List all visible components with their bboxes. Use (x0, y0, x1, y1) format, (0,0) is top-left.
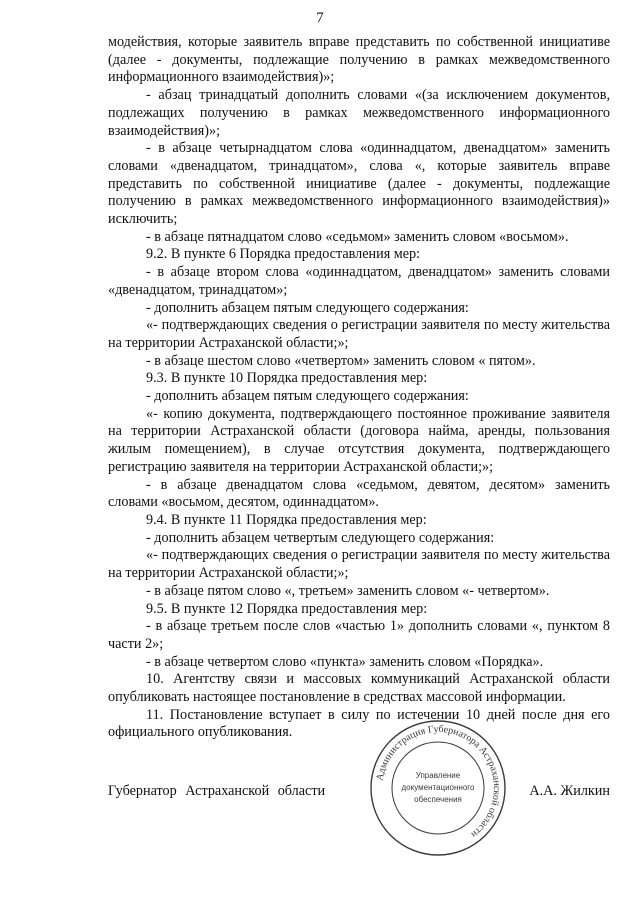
seal-ring-text: Администрация Губернатора Астраханской области (374, 723, 503, 840)
paragraph: - в абзаце третьем после слов «частью 1» дополнить словами «, пунктом 8 части 2»; (108, 618, 610, 652)
paragraph: 9.4. В пункте 11 Порядка предоставления мер: (146, 511, 427, 528)
document-body (108, 34, 610, 742)
paragraph: - в абзаце четырнадцатом слова «одиннадцатом, двенадцатом» заменить словами «двенадцатом, тринадцатом», слова «, которые заявитель вправе представить по собственной инициативе (далее - документы, подлежащие получению в рамках межведомственного информационного взаимодействия)» исключить; (108, 140, 610, 228)
paragraph: - в абзаце шестом слово «четвертом» заменить словом « пятом». (146, 352, 536, 369)
paragraph: 9.3. В пункте 10 Порядка предоставления мер: (146, 370, 428, 387)
page-number: 7 (316, 10, 324, 26)
paragraph: - дополнить абзацем пятым следующего содержания: (146, 388, 469, 405)
paragraph: - в абзаце пятом слово «, третьем» заменить словом «- четвертом». (146, 582, 550, 599)
signatory-role: Губернатор Астраханской области (108, 783, 326, 799)
signatory-name: А.А. Жилкин (529, 783, 610, 799)
official-seal (368, 718, 508, 858)
seal-center-line-2: документационного (401, 783, 475, 792)
seal-center-line-1: Управление (415, 771, 461, 780)
paragraph: - абзац тринадцатый дополнить словами «(за исключением документов, подлежащих получению в рамках межведомственного информационного взаимодействия)»; (108, 87, 610, 139)
seal-center-line-3: обеспечения (414, 795, 462, 804)
paragraph: - дополнить абзацем четвертым следующего содержания: (146, 529, 495, 546)
paragraph: «- подтверждающих сведения о регистрации заявителя по месту жительства на территории Астраханской области;»; (108, 317, 610, 351)
paragraph: - в абзаце четвертом слово «пункта» заменить словом «Порядка». (146, 653, 544, 670)
paragraph: 10. Агентству связи и массовых коммуникаций Астраханской области опубликовать настоящее постановление в средствах массовой информации. (108, 671, 610, 706)
paragraph: - в абзаце втором слова «одиннадцатом, двенадцатом» заменить словами «двенадцатом, тринадцатом»; (108, 264, 610, 298)
paragraph: «- копию документа, подтверждающего постоянное проживание заявителя на территории Астраханской области (договора найма, аренды, пользования жилым помещением), в случае отсутствия документа, подтверждающего регистрацию заявителя на территории Астраханской области;»; (108, 405, 610, 475)
paragraph: 9.5. В пункте 12 Порядка предоставления мер: (146, 600, 428, 617)
paragraph: - в абзаце двенадцатом слова «седьмом, девятом, десятом» заменить словами «восьмом, десятом, одиннадцатом». (108, 476, 610, 511)
paragraph: 11. Постановление вступает в силу по истечении 10 дней после дня его официального опубликования. (108, 706, 610, 741)
paragraph: 9.2. В пункте 6 Порядка предоставления мер: (146, 246, 421, 263)
paragraph: «- подтверждающих сведения о регистрации заявителя по месту жительства на территории Астраханской области;»; (108, 547, 610, 582)
paragraph: - в абзаце пятнадцатом слово «седьмом» заменить словом «восьмом». (146, 228, 569, 245)
paragraph: модействия, которые заявитель вправе представить по собственной инициативе (далее - документы, подлежащие получению в рамках межведомственного информационного взаимодействия)»; (108, 34, 610, 86)
paragraph: - дополнить абзацем пятым следующего содержания: (146, 299, 469, 316)
